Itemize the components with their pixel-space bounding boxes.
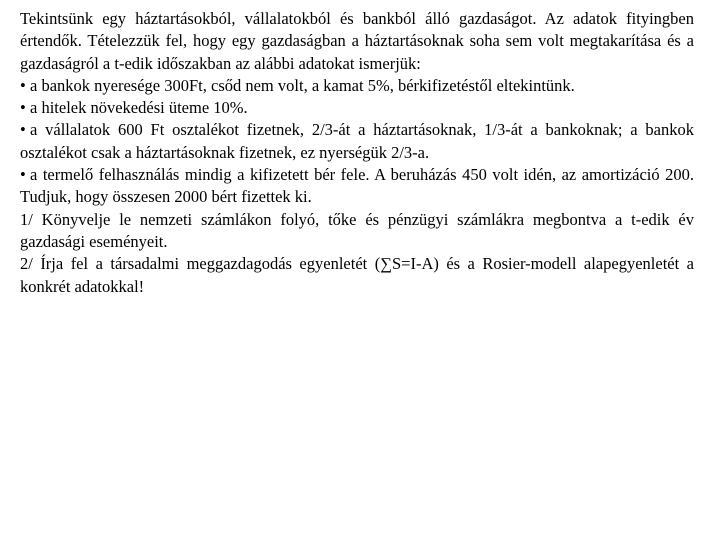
bullet-item-credit-growth: [20, 97, 694, 119]
task-1: 1/ Könyvelje le nemzeti számlákon folyó, tőke és pénzügyi számlákra megbontva a t-edik év gazdasági eseményeit.: [20, 209, 694, 251]
bullet-item-production: [20, 164, 694, 209]
task-2-text-end: S=I-A) és a Rosier-modell alapegyenletét a konkrét adatokkal!: [20, 254, 694, 296]
document-body: [20, 8, 694, 298]
bullet-text: a vállalatok 600 Ft osztalékot fizetnek, 2/3-át a háztartásoknak, 1/3-át a bankoknak; a bankok osztalékot csak a háztartásoknak fizetnek, ez nyerségük 2/3-a.: [20, 120, 694, 162]
bullet-text: a bankok nyeresége 300Ft, csőd nem volt, a kamat 5%, bérkifizetéstől eltekintünk.: [30, 75, 575, 95]
bullet-text: a termelő felhasználás mindig a kifizetett bér fele. A beruházás 450 volt idén, az amortizáció 200. Tudjuk, hogy összesen 2000 bért fizettek ki.: [20, 165, 694, 207]
bullet-icon: •: [20, 98, 26, 118]
bullet-item-dividends: [20, 119, 694, 164]
bullet-item-bank-profit: [20, 75, 694, 97]
bullet-icon: •: [20, 120, 26, 140]
task-2: [20, 253, 694, 298]
sigma-symbol: ∑: [380, 254, 392, 274]
task-2-text-start: 2/ Írja fel a társadalmi meggazdagodás egyenletét (: [20, 254, 381, 274]
bullet-text: a hitelek növekedési üteme 10%.: [30, 98, 248, 118]
intro-paragraph: Tekintsünk egy háztartásokból, vállalatokból és bankból álló gazdaságot. Az adatok fityingben értendők. Tételezzük fel, hogy egy gazdaságban a háztartásoknak soha sem volt megtakarítása és a gazdaságról a t-edik időszakban az alábbi adatokat ismerjük:: [20, 9, 694, 73]
bullet-icon: •: [20, 165, 26, 185]
bullet-icon: •: [20, 75, 26, 95]
